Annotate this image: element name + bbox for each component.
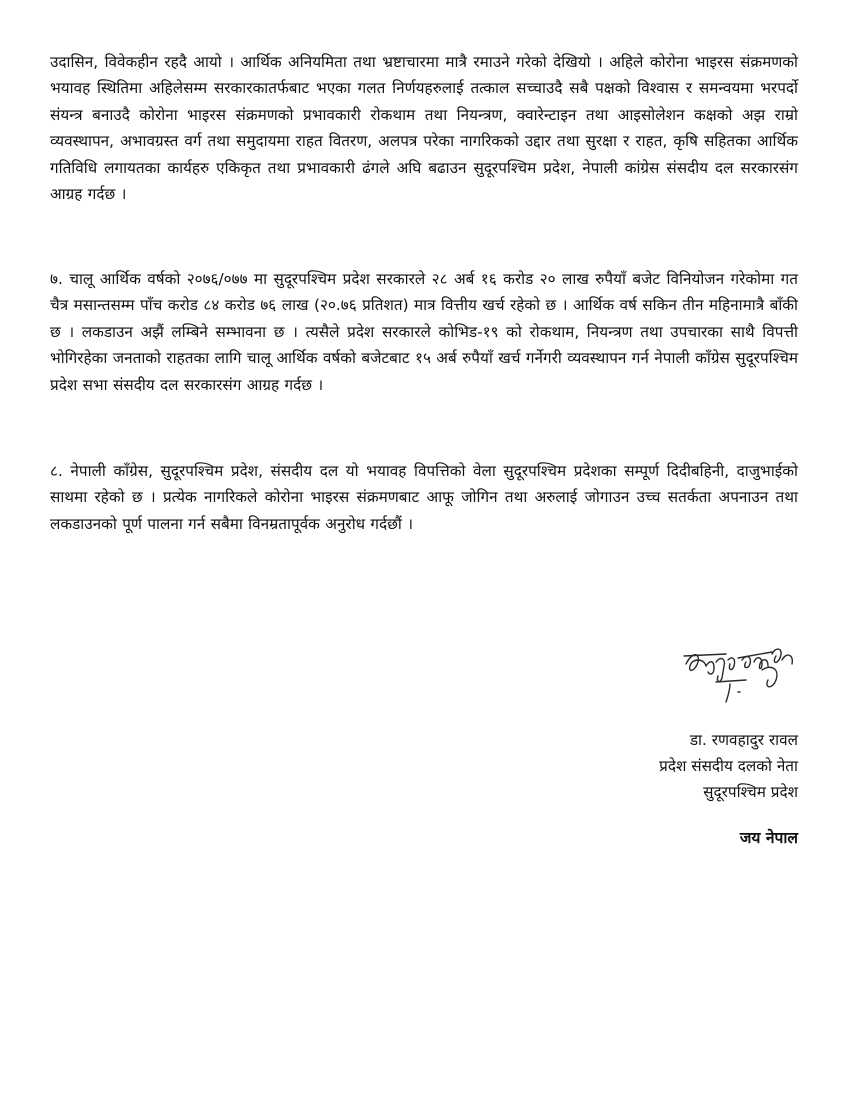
- signatory-region: सुदूरपश्चिम प्रदेश: [703, 783, 798, 801]
- paragraph-point-8: ८. नेपाली काँग्रेस, सुदूरपश्चिम प्रदेश, संसदीय दल यो भयावह विपत्तिको वेला सुदूरपश्चिम प्रदेशका सम्पूर्ण दिदीबहिनी, दाजुभाईको साथमा रहेको छ । प्रत्येक नागरिकले कोरोना भाइरस संक्रमणबाट आफू जोगिन तथा अरुलाई जोगाउन उच्च सतर्कता अपनाउन तथा लकडाउनको पूर्ण पालना गर्न सबैमा विनम्रतापूर्वक अनुरोध गर्दछौं ।: [50, 462, 798, 533]
- closing-salutation: जय नेपाल: [739, 829, 798, 847]
- handwritten-signature: [676, 630, 804, 712]
- signatory-title: प्रदेश संसदीय दलको नेता: [659, 757, 798, 775]
- signatory-name: डा. रणवहादुर रावल: [689, 731, 798, 749]
- signatory-block: [659, 727, 798, 805]
- paragraph-continuation: उदासिन, विवेकहीन रहदै आयो । आर्थिक अनियमिता तथा भ्रष्टाचारमा मात्रै रमाउने गरेको देखियो । अहिले कोरोना भाइरस संक्रमणको भयावह स्थितिमा अहिलेसम्म सरकारकातर्फबाट भएका गलत निर्णयहरुलाई तत्काल सच्चाउदै सबै पक्षको विश्वास र समन्वयमा भरपर्दो संयन्त्र बनाउदै कोरोना भाइरस संक्रमणको प्रभावकारी रोकथाम तथा नियन्त्रण, क्वारेन्टाइन तथा आइसोलेशन कक्षको अझ राम्रो व्यवस्थापन, अभावग्रस्त वर्ग तथा समुदायमा राहत वितरण, अलपत्र परेका नागरिकको उद्दार तथा सुरक्षा र राहत, कृषि सहितका आर्थिक गतिविधि लगायतका कार्यहरु एकिकृत तथा प्रभावकारी ढंगले अघि बढाउन सुदूरपश्चिम प्रदेश, नेपाली कांग्रेस संसदीय दल सरकारसंग आग्रह गर्दछ ।: [50, 53, 798, 204]
- paragraph-point-7: ७. चालू आर्थिक वर्षको २०७६/०७७ मा सुदूरपश्चिम प्रदेश सरकारले २८ अर्ब १६ करोड २० लाख रुपैयाँ बजेट विनियोजन गरेकोमा गत चैत्र मसान्तसम्म पाँच करोड ८४ करोड ७६ लाख (२०.७६ प्रतिशत) मात्र वित्तीय खर्च रहेको छ । आर्थिक वर्ष सकिन तीन महिनामात्रै बाँकी छ । लकडाउन अझैं लम्बिने सम्भावना छ । त्यसैले प्रदेश सरकारले कोभिड-१९ को रोकथाम, नियन्त्रण तथा उपचारका साथै विपत्ती भोगिरहेका जनताको राहतका लागि चालू आर्थिक वर्षको बजेटबाट १५ अर्ब रुपैयाँ खर्च गर्नेगरी व्यवस्थापन गर्न नेपाली काँग्रेस सुदूरपश्चिम प्रदेश सभा संसदीय दल सरकारसंग आग्रह गर्दछ ।: [50, 270, 798, 394]
